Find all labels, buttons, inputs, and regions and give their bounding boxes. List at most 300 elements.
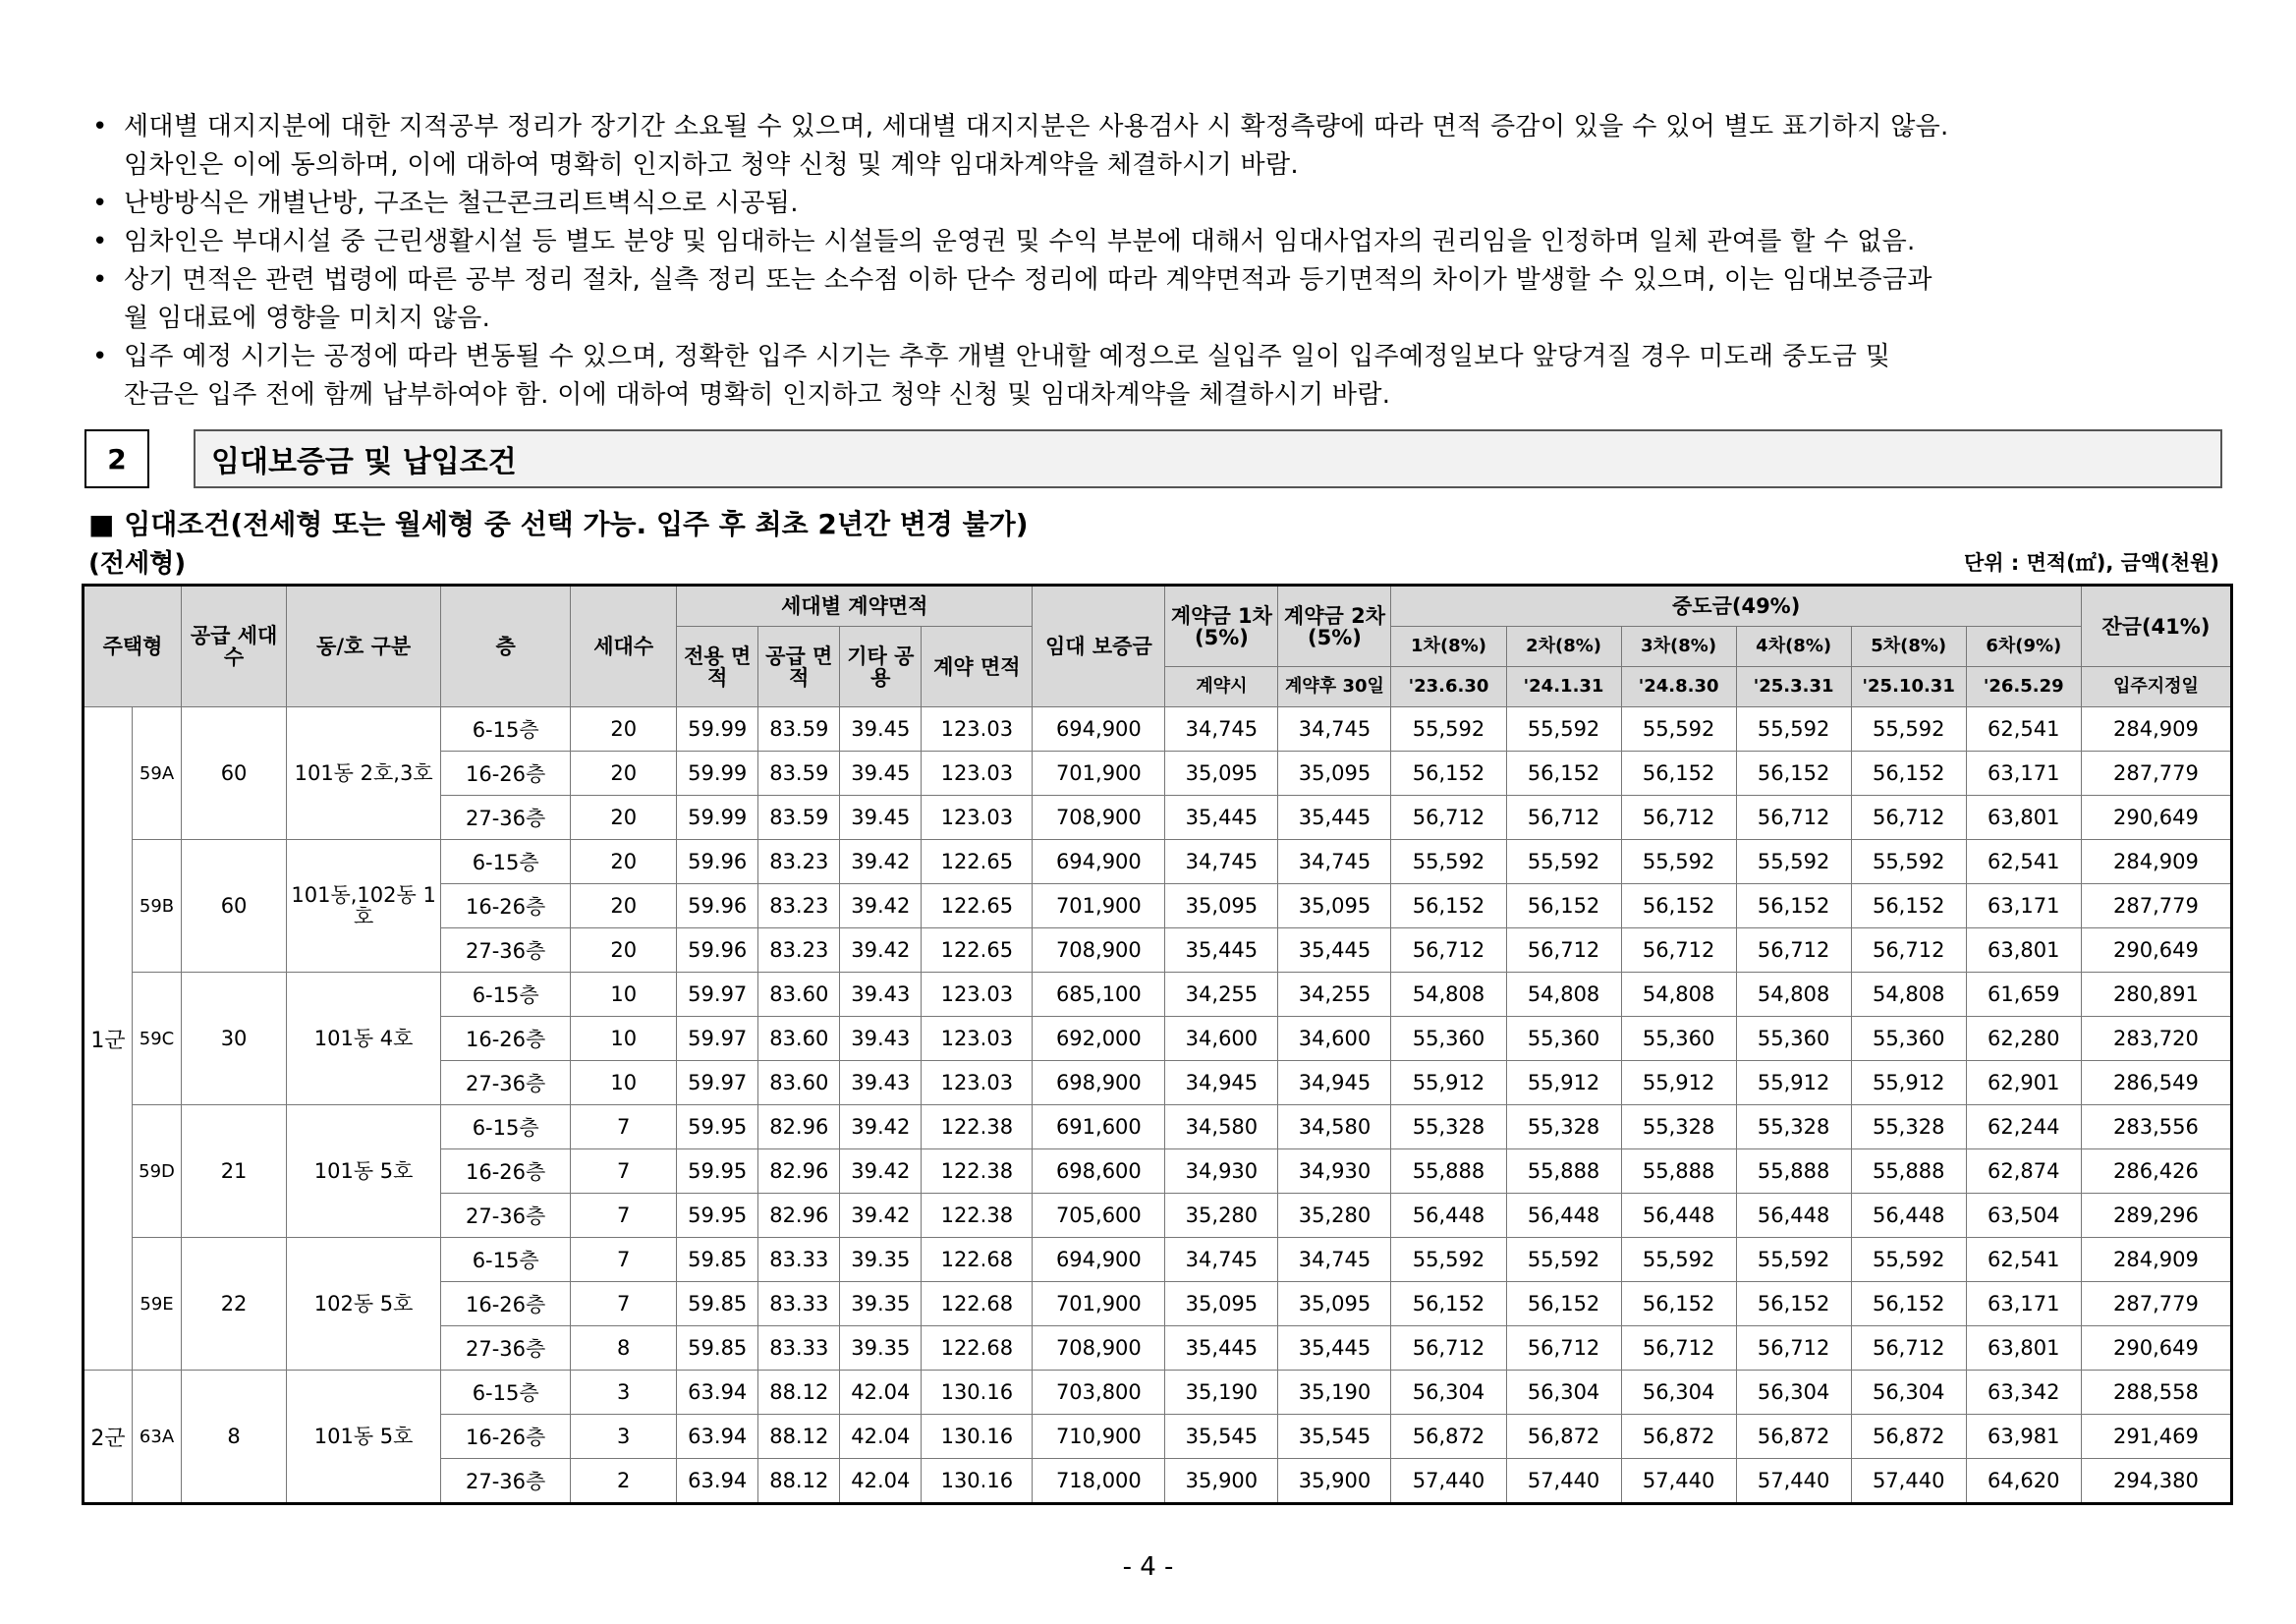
table-cell: 39.45 [840, 707, 922, 752]
unit-label: 단위 : 면적(㎡), 금액(천원) [1964, 551, 2219, 575]
table-cell: 34,930 [1278, 1149, 1391, 1194]
table-cell: 34,745 [1165, 1238, 1278, 1282]
table-cell: 83.33 [758, 1238, 840, 1282]
table-cell: 56,712 [1851, 928, 1966, 973]
table-cell: 55,360 [1851, 1017, 1966, 1061]
table-row [84, 707, 2232, 752]
table-cell: 35,900 [1165, 1459, 1278, 1504]
table-cell: 59.99 [677, 752, 758, 796]
table-cell: 82.96 [758, 1105, 840, 1149]
table-cell: 701,900 [1033, 1282, 1165, 1326]
table-cell: 35,445 [1165, 928, 1278, 973]
header-interim-5: 5차(8%) [1851, 627, 1966, 667]
table-cell: 55,592 [1391, 707, 1506, 752]
table-cell: 122.68 [922, 1326, 1033, 1371]
table-cell: 691,600 [1033, 1105, 1165, 1149]
table-row [84, 840, 2232, 884]
table-cell: 57,440 [1736, 1459, 1851, 1504]
table-cell: 284,909 [2081, 707, 2231, 752]
table-cell: 34,745 [1278, 1238, 1391, 1282]
table-cell: 56,712 [1391, 928, 1506, 973]
table-row [84, 973, 2232, 1017]
table-cell: 56,872 [1391, 1415, 1506, 1459]
header-other-common-area: 기타 공용 [840, 627, 922, 707]
notice-text: 잔금은 입주 전에 함께 납부하여야 함. 이에 대하여 명확히 인지하고 청약 신청 및 임대차계약을 체결하시기 바람. [124, 380, 1391, 410]
bullet-dot-icon: • [92, 112, 108, 141]
table-cell: 27-36층 [441, 796, 571, 840]
table-cell: 63,801 [1966, 928, 2081, 973]
table-cell: 59.85 [677, 1326, 758, 1371]
table-cell: 20 [571, 840, 677, 884]
table-cell: 42.04 [840, 1415, 922, 1459]
table-cell: 708,900 [1033, 796, 1165, 840]
table-cell: 55,360 [1391, 1017, 1506, 1061]
table-cell: 123.03 [922, 1061, 1033, 1105]
table-cell: 35,095 [1278, 1282, 1391, 1326]
table-cell: 55,328 [1506, 1105, 1621, 1149]
table-cell: 708,900 [1033, 1326, 1165, 1371]
header-floor: 층 [441, 586, 571, 707]
table-cell: 34,600 [1278, 1017, 1391, 1061]
header-units: 세대수 [571, 586, 677, 707]
table-cell: 35,445 [1165, 1326, 1278, 1371]
table-cell: 63,504 [1966, 1194, 2081, 1238]
notice-item [88, 223, 2230, 261]
table-cell: 42.04 [840, 1371, 922, 1415]
table-cell: 56,304 [1391, 1371, 1506, 1415]
header-interim-date: '24.1.31 [1506, 667, 1621, 707]
table-cell: 694,900 [1033, 707, 1165, 752]
table-cell: 63,171 [1966, 884, 2081, 928]
dong-ho: 101동 2호,3호 [287, 707, 441, 840]
table-cell: 3 [571, 1415, 677, 1459]
table-cell: 55,360 [1506, 1017, 1621, 1061]
table-cell: 283,720 [2081, 1017, 2231, 1061]
house-type-code: 59A [133, 707, 182, 840]
table-cell: 2 [571, 1459, 677, 1504]
notice-text: 상기 면적은 관련 법령에 따른 공부 정리 절차, 실측 정리 또는 소수점 이하 단수 정리에 따라 계약면적과 등기면적의 차이가 발생할 수 있으며, 이는 임대보증금과 [124, 265, 1932, 295]
table-cell: 694,900 [1033, 840, 1165, 884]
rent-conditions-title: ■ 임대조건(전세형 또는 월세형 중 선택 가능. 입주 후 최초 2년간 변경 불가) [88, 508, 1029, 540]
table-cell: 6-15층 [441, 840, 571, 884]
table-cell: 57,440 [1851, 1459, 1966, 1504]
table-cell: 56,712 [1736, 796, 1851, 840]
table-cell: 56,152 [1851, 884, 1966, 928]
dong-ho: 101동 5호 [287, 1105, 441, 1238]
table-cell: 130.16 [922, 1415, 1033, 1459]
table-cell: 54,808 [1621, 973, 1736, 1017]
table-cell: 54,808 [1736, 973, 1851, 1017]
table-cell: 8 [571, 1326, 677, 1371]
table-cell: 35,445 [1278, 928, 1391, 973]
table-cell: 56,304 [1621, 1371, 1736, 1415]
table-cell: 56,872 [1506, 1415, 1621, 1459]
header-exclusive-area: 전용 면적 [677, 627, 758, 707]
table-cell: 280,891 [2081, 973, 2231, 1017]
table-cell: 27-36층 [441, 1459, 571, 1504]
rent-conditions-table [82, 584, 2233, 1505]
table-cell: 34,745 [1165, 840, 1278, 884]
table-cell: 35,900 [1278, 1459, 1391, 1504]
table-cell: 55,328 [1851, 1105, 1966, 1149]
table-cell: 55,592 [1506, 1238, 1621, 1282]
table-cell: 83.60 [758, 1061, 840, 1105]
table-cell: 83.23 [758, 928, 840, 973]
bullet-dot-icon: • [92, 189, 108, 218]
table-cell: 63,981 [1966, 1415, 2081, 1459]
table-cell: 59.99 [677, 796, 758, 840]
table-cell: 55,888 [1621, 1149, 1736, 1194]
header-supply-area: 공급 면적 [758, 627, 840, 707]
table-row [84, 1238, 2232, 1282]
table-cell: 694,900 [1033, 1238, 1165, 1282]
header-down-payment-2-timing: 계약후 30일 [1278, 667, 1391, 707]
table-cell: 64,620 [1966, 1459, 2081, 1504]
table-cell: 35,445 [1165, 796, 1278, 840]
table-cell: 55,360 [1736, 1017, 1851, 1061]
table-cell: 59.95 [677, 1194, 758, 1238]
table-cell: 59.85 [677, 1282, 758, 1326]
table-cell: 6-15층 [441, 1105, 571, 1149]
table-cell: 55,888 [1736, 1149, 1851, 1194]
table-cell: 294,380 [2081, 1459, 2231, 1504]
table-cell: 701,900 [1033, 884, 1165, 928]
section-number: 2 [84, 429, 149, 488]
section-title: 임대보증금 및 납입조건 [194, 429, 2222, 488]
table-cell: 10 [571, 1017, 677, 1061]
table-cell: 59.95 [677, 1149, 758, 1194]
table-cell: 57,440 [1621, 1459, 1736, 1504]
table-cell: 289,296 [2081, 1194, 2231, 1238]
table-cell: 59.97 [677, 1017, 758, 1061]
table-cell: 62,244 [1966, 1105, 2081, 1149]
table-cell: 61,659 [1966, 973, 2081, 1017]
table-cell: 56,152 [1736, 884, 1851, 928]
bullet-dot-icon: • [92, 227, 108, 256]
dong-ho: 102동 5호 [287, 1238, 441, 1371]
supply-count: 60 [182, 707, 287, 840]
table-cell: 16-26층 [441, 752, 571, 796]
notice-text: 세대별 대지지분에 대한 지적공부 정리가 장기간 소요될 수 있으며, 세대별 대지지분은 사용검사 시 확정측량에 따라 면적 증감이 있을 수 있어 별도 표기하지 않음. [124, 112, 1949, 141]
table-cell: 27-36층 [441, 1194, 571, 1238]
table-cell: 122.68 [922, 1238, 1033, 1282]
table-cell: 83.59 [758, 752, 840, 796]
table-cell: 59.85 [677, 1238, 758, 1282]
table-cell: 39.35 [840, 1282, 922, 1326]
table-cell: 708,900 [1033, 928, 1165, 973]
table-cell: 55,328 [1736, 1105, 1851, 1149]
table-cell: 16-26층 [441, 1415, 571, 1459]
table-cell: 16-26층 [441, 1282, 571, 1326]
bullet-dot-icon: • [92, 265, 108, 295]
header-interim-date: '26.5.29 [1966, 667, 2081, 707]
table-cell: 287,779 [2081, 752, 2231, 796]
table-cell: 56,872 [1851, 1415, 1966, 1459]
table-cell: 130.16 [922, 1459, 1033, 1504]
table-cell: 130.16 [922, 1371, 1033, 1415]
table-cell: 83.33 [758, 1326, 840, 1371]
table-cell: 56,152 [1391, 752, 1506, 796]
table-row [84, 1105, 2232, 1149]
table-cell: 6-15층 [441, 1238, 571, 1282]
table-cell: 286,426 [2081, 1149, 2231, 1194]
table-cell: 55,912 [1736, 1061, 1851, 1105]
header-deposit: 임대 보증금 [1033, 586, 1165, 707]
table-cell: 34,600 [1165, 1017, 1278, 1061]
table-cell: 123.03 [922, 707, 1033, 752]
table-cell: 62,541 [1966, 1238, 2081, 1282]
header-contract-area: 세대별 계약면적 [677, 586, 1033, 627]
table-cell: 57,440 [1391, 1459, 1506, 1504]
table-cell: 62,541 [1966, 840, 2081, 884]
table-cell: 55,592 [1736, 707, 1851, 752]
table-cell: 7 [571, 1105, 677, 1149]
header-interim-date: '25.3.31 [1736, 667, 1851, 707]
page-number: - 4 - [1122, 1552, 1174, 1582]
table-cell: 56,152 [1506, 1282, 1621, 1326]
dong-ho: 101동 5호 [287, 1371, 441, 1504]
table-cell: 83.23 [758, 840, 840, 884]
group-name: 2군 [84, 1371, 133, 1504]
table-cell: 35,545 [1165, 1415, 1278, 1459]
table-cell: 34,945 [1278, 1061, 1391, 1105]
notice-item [88, 338, 2230, 415]
table-cell: 16-26층 [441, 884, 571, 928]
notice-list [88, 108, 2230, 415]
table-cell: 7 [571, 1238, 677, 1282]
table-cell: 62,901 [1966, 1061, 2081, 1105]
header-total-contract-area: 계약 면적 [922, 627, 1033, 707]
group-name: 1군 [84, 707, 133, 1371]
table-cell: 55,328 [1621, 1105, 1736, 1149]
table-cell: 122.65 [922, 884, 1033, 928]
table-cell: 34,745 [1278, 840, 1391, 884]
table-cell: 284,909 [2081, 840, 2231, 884]
table-cell: 35,095 [1278, 752, 1391, 796]
table-cell: 290,649 [2081, 928, 2231, 973]
table-cell: 59.99 [677, 707, 758, 752]
table-cell: 56,712 [1506, 796, 1621, 840]
table-cell: 56,872 [1621, 1415, 1736, 1459]
table-cell: 55,912 [1621, 1061, 1736, 1105]
notice-text: 임차인은 부대시설 중 근린생활시설 등 별도 분양 및 임대하는 시설들의 운영권 및 수익 부분에 대해서 임대사업자의 권리임을 인정하며 일체 관여를 할 수 없음. [124, 227, 1916, 256]
table-cell: 56,712 [1506, 1326, 1621, 1371]
table-cell: 290,649 [2081, 1326, 2231, 1371]
table-cell: 710,900 [1033, 1415, 1165, 1459]
header-interim-1: 1차(8%) [1391, 627, 1506, 667]
supply-count: 22 [182, 1238, 287, 1371]
table-cell: 82.96 [758, 1194, 840, 1238]
table-cell: 291,469 [2081, 1415, 2231, 1459]
table-cell: 55,888 [1506, 1149, 1621, 1194]
table-cell: 82.96 [758, 1149, 840, 1194]
table-cell: 34,255 [1165, 973, 1278, 1017]
header-interim-4: 4차(8%) [1736, 627, 1851, 667]
table-cell: 55,592 [1621, 840, 1736, 884]
table-cell: 39.45 [840, 752, 922, 796]
table-cell: 59.96 [677, 840, 758, 884]
table-cell: 56,872 [1736, 1415, 1851, 1459]
table-cell: 27-36층 [441, 1326, 571, 1371]
supply-count: 8 [182, 1371, 287, 1504]
table-cell: 63,801 [1966, 1326, 2081, 1371]
header-balance: 잔금(41%) [2081, 586, 2231, 667]
table-cell: 55,592 [1506, 707, 1621, 752]
table-cell: 123.03 [922, 1017, 1033, 1061]
table-cell: 35,445 [1278, 1326, 1391, 1371]
table-cell: 34,580 [1165, 1105, 1278, 1149]
table-cell: 35,280 [1165, 1194, 1278, 1238]
table-cell: 55,592 [1736, 1238, 1851, 1282]
table-cell: 6-15층 [441, 707, 571, 752]
table-cell: 698,600 [1033, 1149, 1165, 1194]
table-cell: 63,801 [1966, 796, 2081, 840]
table-cell: 27-36층 [441, 1061, 571, 1105]
table-cell: 59.96 [677, 884, 758, 928]
table-cell: 56,152 [1736, 1282, 1851, 1326]
table-cell: 56,448 [1621, 1194, 1736, 1238]
table-cell: 39.43 [840, 973, 922, 1017]
table-cell: 83.60 [758, 1017, 840, 1061]
table-row [84, 1371, 2232, 1415]
table-cell: 55,360 [1621, 1017, 1736, 1061]
table-cell: 123.03 [922, 973, 1033, 1017]
table-cell: 56,712 [1851, 796, 1966, 840]
table-cell: 56,448 [1391, 1194, 1506, 1238]
table-cell: 63,342 [1966, 1371, 2081, 1415]
table-cell: 54,808 [1506, 973, 1621, 1017]
header-interim-6: 6차(9%) [1966, 627, 2081, 667]
table-cell: 685,100 [1033, 973, 1165, 1017]
table-cell: 39.42 [840, 928, 922, 973]
table-cell: 20 [571, 884, 677, 928]
table-cell: 59.97 [677, 1061, 758, 1105]
table-cell: 34,930 [1165, 1149, 1278, 1194]
table-cell: 83.33 [758, 1282, 840, 1326]
table-cell: 55,592 [1506, 840, 1621, 884]
table-cell: 122.65 [922, 840, 1033, 884]
table-cell: 56,304 [1851, 1371, 1966, 1415]
lease-type-label: (전세형) [88, 549, 187, 579]
table-cell: 56,712 [1621, 1326, 1736, 1371]
table-cell: 59.97 [677, 973, 758, 1017]
table-cell: 42.04 [840, 1459, 922, 1504]
table-cell: 6-15층 [441, 1371, 571, 1415]
table-cell: 287,779 [2081, 1282, 2231, 1326]
table-cell: 122.65 [922, 928, 1033, 973]
dong-ho: 101동 4호 [287, 973, 441, 1105]
table-cell: 55,912 [1506, 1061, 1621, 1105]
table-cell: 59.95 [677, 1105, 758, 1149]
table-cell: 34,745 [1165, 707, 1278, 752]
table-cell: 63.94 [677, 1459, 758, 1504]
header-interim-payment: 중도금(49%) [1391, 586, 2081, 627]
table-cell: 34,255 [1278, 973, 1391, 1017]
table-cell: 56,448 [1851, 1194, 1966, 1238]
header-dong-ho: 동/호 구분 [287, 586, 441, 707]
table-cell: 56,712 [1391, 796, 1506, 840]
table-cell: 55,592 [1851, 1238, 1966, 1282]
table-cell: 27-36층 [441, 928, 571, 973]
table-cell: 63,171 [1966, 1282, 2081, 1326]
table-cell: 56,712 [1506, 928, 1621, 973]
table-cell: 7 [571, 1282, 677, 1326]
table-cell: 10 [571, 1061, 677, 1105]
table-cell: 35,445 [1278, 796, 1391, 840]
table-cell: 56,712 [1736, 928, 1851, 973]
table-cell: 88.12 [758, 1459, 840, 1504]
table-cell: 56,152 [1506, 884, 1621, 928]
table-cell: 16-26층 [441, 1017, 571, 1061]
table-cell: 56,304 [1736, 1371, 1851, 1415]
table-cell: 55,592 [1736, 840, 1851, 884]
table-cell: 55,888 [1391, 1149, 1506, 1194]
table-cell: 20 [571, 796, 677, 840]
table-cell: 56,712 [1621, 928, 1736, 973]
header-down-payment-2: 계약금 2차(5%) [1278, 586, 1391, 667]
table-cell: 56,152 [1851, 1282, 1966, 1326]
table-cell: 34,945 [1165, 1061, 1278, 1105]
table-cell: 55,592 [1851, 707, 1966, 752]
table-cell: 83.59 [758, 796, 840, 840]
table-cell: 83.59 [758, 707, 840, 752]
table-cell: 88.12 [758, 1415, 840, 1459]
header-interim-date: '24.8.30 [1621, 667, 1736, 707]
header-interim-date: '23.6.30 [1391, 667, 1506, 707]
table-cell: 55,912 [1851, 1061, 1966, 1105]
notice-text: 입주 예정 시기는 공정에 따라 변동될 수 있으며, 정확한 입주 시기는 추후 개별 안내할 예정으로 실입주 일이 입주예정일보다 앞당겨질 경우 미도래 중도금 및 [124, 342, 1891, 371]
table-cell: 20 [571, 928, 677, 973]
table-cell: 56,152 [1621, 1282, 1736, 1326]
table-cell: 56,152 [1391, 884, 1506, 928]
house-type-code: 63A [133, 1371, 182, 1504]
table-cell: 698,900 [1033, 1061, 1165, 1105]
table-cell: 287,779 [2081, 884, 2231, 928]
table-cell: 7 [571, 1194, 677, 1238]
table-cell: 6-15층 [441, 973, 571, 1017]
table-cell: 286,549 [2081, 1061, 2231, 1105]
table-cell: 35,095 [1165, 752, 1278, 796]
notice-item [88, 261, 2230, 338]
table-cell: 122.38 [922, 1149, 1033, 1194]
table-cell: 63.94 [677, 1371, 758, 1415]
table-cell: 55,592 [1391, 1238, 1506, 1282]
header-interim-2: 2차(8%) [1506, 627, 1621, 667]
table-cell: 10 [571, 973, 677, 1017]
table-cell: 290,649 [2081, 796, 2231, 840]
table-cell: 122.38 [922, 1105, 1033, 1149]
table-cell: 56,152 [1736, 752, 1851, 796]
table-cell: 39.42 [840, 840, 922, 884]
table-cell: 718,000 [1033, 1459, 1165, 1504]
table-cell: 56,712 [1621, 796, 1736, 840]
table-cell: 63,171 [1966, 752, 2081, 796]
table-cell: 122.38 [922, 1194, 1033, 1238]
table-cell: 59.96 [677, 928, 758, 973]
table-cell: 55,912 [1391, 1061, 1506, 1105]
table-cell: 35,190 [1165, 1371, 1278, 1415]
header-down-payment-1-timing: 계약시 [1165, 667, 1278, 707]
table-cell: 705,600 [1033, 1194, 1165, 1238]
table-cell: 56,712 [1391, 1326, 1506, 1371]
table-cell: 83.60 [758, 973, 840, 1017]
header-interim-3: 3차(8%) [1621, 627, 1736, 667]
table-cell: 34,580 [1278, 1105, 1391, 1149]
table-cell: 63.94 [677, 1415, 758, 1459]
supply-count: 30 [182, 973, 287, 1105]
dong-ho: 101동,102동 1호 [287, 840, 441, 973]
table-cell: 56,152 [1621, 752, 1736, 796]
